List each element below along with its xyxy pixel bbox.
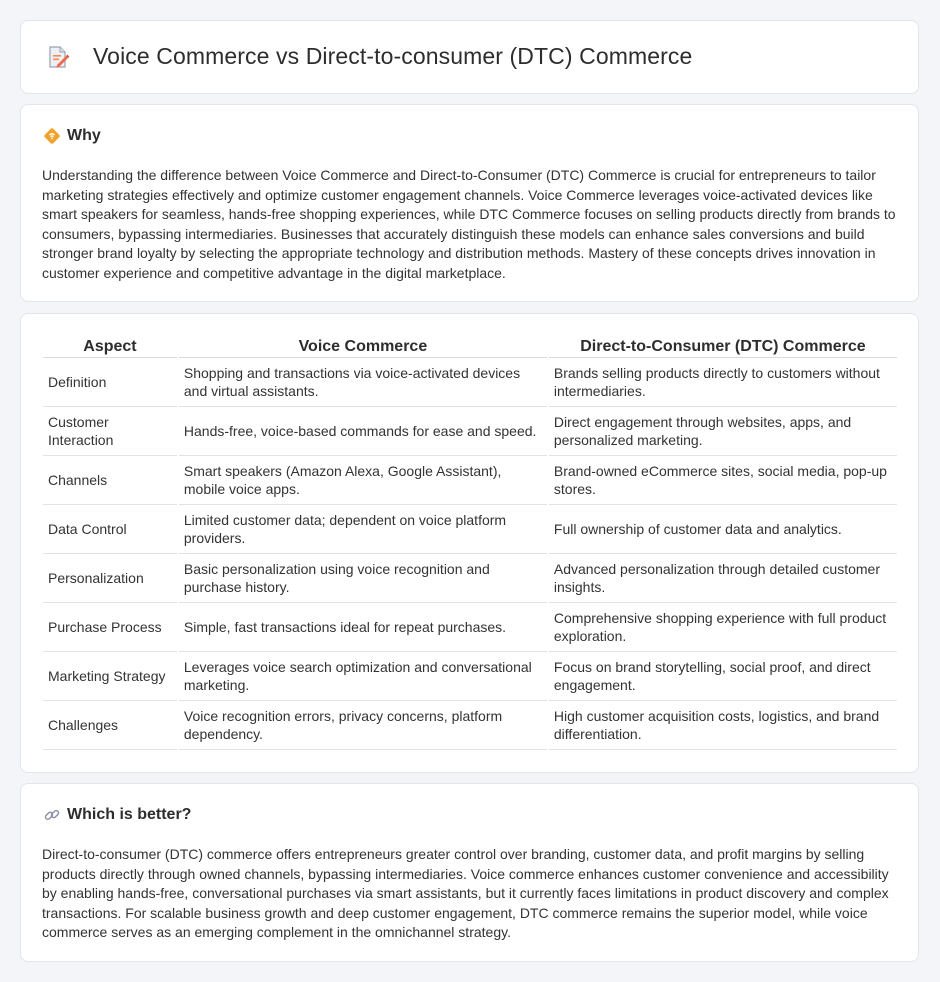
header-dtc-commerce: Direct-to-Consumer (DTC) Commerce (549, 334, 897, 358)
why-body: Understanding the difference between Voice Commerce and Direct-to-Consumer (DTC) Commerce is crucial for entrepreneurs to tailor marketing strategies effectively and optimize customer engagement channels. Voice Commerce leverages voice-activated devices like smart speakers for seamless, hands-free shopping experiences, while DTC Commerce focuses on selling products directly from brands to consumers, bypassing intermediaries. Businesses that accurately distinguish these models can enhance sales conversions and build stronger brand loyalty by selecting the appropriate technology and distribution methods. Mastery of these concepts drives innovation in customer experience and competitive advantage in the digital marketplace. (42, 167, 896, 281)
aspect-cell: Definition (43, 358, 177, 407)
which-is-better-section (20, 783, 919, 962)
comparison-table (41, 334, 899, 750)
dtc-cell: Brands selling products directly to customers without intermediaries. (549, 358, 897, 407)
title-card (20, 20, 919, 94)
header-aspect: Aspect (43, 334, 177, 358)
dtc-cell: Focus on brand storytelling, social proof, and direct engagement. (549, 652, 897, 701)
table-row (43, 554, 897, 603)
aspect-cell: Challenges (43, 701, 177, 750)
voice-cell: Basic personalization using voice recognition and purchase history. (179, 554, 547, 603)
title-row (45, 43, 692, 70)
dtc-cell: High customer acquisition costs, logistics, and brand differentiation. (549, 701, 897, 750)
table-row (43, 701, 897, 750)
better-heading-row (43, 806, 191, 824)
voice-cell: Leverages voice search optimization and conversational marketing. (179, 652, 547, 701)
voice-cell: Limited customer data; dependent on voice platform providers. (179, 505, 547, 554)
header-voice-commerce: Voice Commerce (179, 334, 547, 358)
voice-cell: Shopping and transactions via voice-activated devices and virtual assistants. (179, 358, 547, 407)
table-row (43, 652, 897, 701)
table-row (43, 505, 897, 554)
table-row (43, 456, 897, 505)
diamond-signal-icon (43, 127, 61, 145)
why-heading-row (43, 127, 101, 145)
dtc-cell: Direct engagement through websites, apps, and personalized marketing. (549, 407, 897, 456)
aspect-cell: Customer Interaction (43, 407, 177, 456)
table-row (43, 603, 897, 652)
dtc-cell: Advanced personalization through detailed customer insights. (549, 554, 897, 603)
aspect-cell: Marketing Strategy (43, 652, 177, 701)
pencil-note-icon (45, 44, 71, 70)
voice-cell: Smart speakers (Amazon Alexa, Google Assistant), mobile voice apps. (179, 456, 547, 505)
comparison-section (20, 313, 919, 773)
aspect-cell: Channels (43, 456, 177, 505)
voice-cell: Hands-free, voice-based commands for ease and speed. (179, 407, 547, 456)
why-section (20, 104, 919, 302)
voice-cell: Simple, fast transactions ideal for repeat purchases. (179, 603, 547, 652)
aspect-cell: Data Control (43, 505, 177, 554)
better-heading: Which is better? (67, 806, 192, 823)
link-icon (43, 806, 61, 824)
dtc-cell: Brand-owned eCommerce sites, social media, pop-up stores. (549, 456, 897, 505)
page-title: Voice Commerce vs Direct-to-consumer (DTC) Commerce (93, 43, 693, 69)
better-body: Direct-to-consumer (DTC) commerce offers entrepreneurs greater control over branding, customer data, and profit margins by selling products directly through owned channels, bypassing intermediaries. Voice commerce enhances customer convenience and accessibility by enabling hands-free, conversational purchases via smart assistants, but it currently faces limitations in product discovery and complex transactions. For scalable business growth and deep customer engagement, DTC commerce remains the superior model, while voice commerce serves as an emerging complement in the omnichannel strategy. (42, 846, 889, 940)
table-row (43, 407, 897, 456)
table-header-row (43, 334, 897, 358)
dtc-cell: Comprehensive shopping experience with full product exploration. (549, 603, 897, 652)
why-heading: Why (67, 127, 101, 144)
dtc-cell: Full ownership of customer data and analytics. (549, 505, 897, 554)
aspect-cell: Purchase Process (43, 603, 177, 652)
aspect-cell: Personalization (43, 554, 177, 603)
table-row (43, 358, 897, 407)
voice-cell: Voice recognition errors, privacy concerns, platform dependency. (179, 701, 547, 750)
